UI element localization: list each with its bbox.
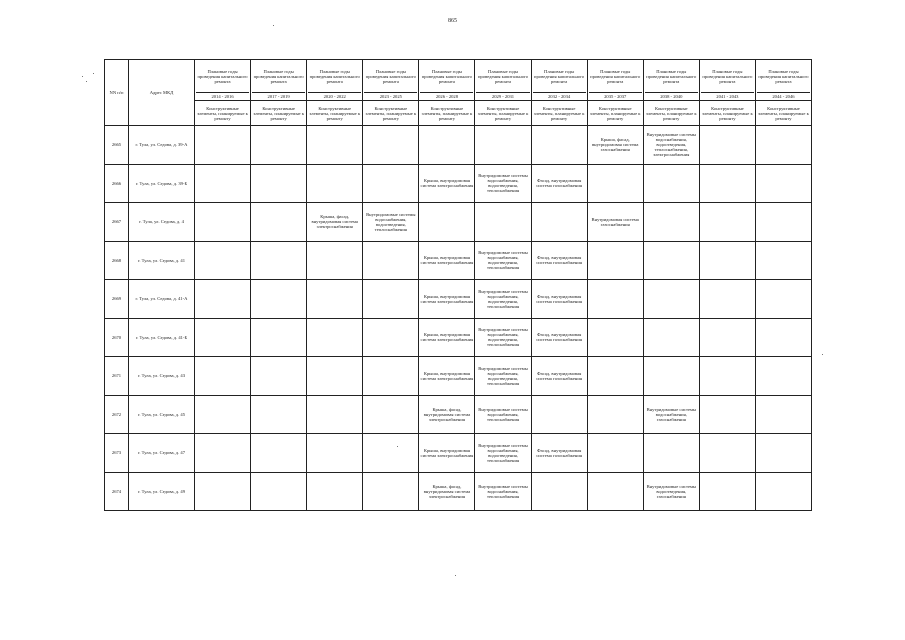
header-subrow: [105, 101, 812, 126]
row-number: 2665: [105, 126, 129, 165]
repair-cell: [587, 434, 643, 473]
repair-cell: Крыша, внутридомовая система электроснабжения: [419, 241, 475, 280]
repair-cell: [531, 203, 587, 242]
repair-cell: [699, 472, 755, 511]
repair-cell: Фасад, внутридомовая система газоснабжения: [531, 164, 587, 203]
row-number: 2674: [105, 472, 129, 511]
repair-cell: [755, 203, 811, 242]
row-number: 2673: [105, 434, 129, 473]
repair-cell: Внутридомовые системы водоснабжения, газоснабжения: [643, 395, 699, 434]
col-header-elements: Конструктивные элементы, планируемые к ремонту: [307, 101, 363, 126]
col-header-period: [531, 60, 587, 101]
col-header-period: [475, 60, 531, 101]
repair-cell: [307, 318, 363, 357]
row-number: 2666: [105, 164, 129, 203]
repair-cell: [755, 164, 811, 203]
table-row: [105, 280, 812, 319]
repair-cell: [363, 318, 419, 357]
repair-cell: Внутридомовые системы водоснабжения, водоотведения, теплоснабжения: [363, 203, 419, 242]
col-header-address: Адрес МКД: [129, 60, 195, 126]
repair-cell: [419, 126, 475, 165]
repair-cell: [755, 126, 811, 165]
col-header-elements: Конструктивные элементы, планируемые к ремонту: [475, 101, 531, 126]
col-header-elements: Конструктивные элементы, планируемые к ремонту: [755, 101, 811, 126]
repair-cell: [587, 357, 643, 396]
repair-cell: [531, 395, 587, 434]
repair-cell: [307, 357, 363, 396]
repair-cell: [251, 357, 307, 396]
repair-cell: Фасад, внутридомовая система газоснабжения: [531, 241, 587, 280]
col-header-elements: Конструктивные элементы, планируемые к ремонту: [699, 101, 755, 126]
repair-cell: Крыша, внутридомовая система электроснабжения: [419, 357, 475, 396]
repair-cell: [251, 126, 307, 165]
period-title: Плановые годы проведения капитального ремонта: [365, 68, 416, 84]
row-address: г. Тула, ул. Седова, д. 41-Б: [129, 318, 195, 357]
repair-cell: [195, 472, 251, 511]
period-years: 2035 - 2037: [589, 92, 642, 100]
row-address: г. Тула, ул. Седова, д. 47: [129, 434, 195, 473]
repair-cell: [363, 241, 419, 280]
repair-cell: Крыша, внутридомовая система электроснабжения: [419, 164, 475, 203]
repair-cell: Внутридомовые системы водоснабжения, водоотведения, теплоснабжения: [475, 280, 531, 319]
col-header-period: [307, 60, 363, 101]
col-header-period: [587, 60, 643, 101]
repair-cell: [699, 434, 755, 473]
repair-cell: Внутридомовые системы водоснабжения, водоотведения, теплоснабжения: [475, 318, 531, 357]
row-number: 2668: [105, 241, 129, 280]
table-row: [105, 357, 812, 396]
period-years: 2044 - 2046: [757, 92, 810, 100]
col-header-elements: Конструктивные элементы, планируемые к ремонту: [531, 101, 587, 126]
row-address: г. Тула, ул. Седова, д. 49: [129, 472, 195, 511]
repair-cell: [531, 126, 587, 165]
table-row: [105, 164, 812, 203]
repair-cell: [363, 126, 419, 165]
period-title: Плановые годы проведения капитального ремонта: [758, 68, 809, 84]
row-address: г. Тула, ул. Седова, д. 39-Б: [129, 164, 195, 203]
period-title: Плановые годы проведения капитального ремонта: [477, 68, 529, 84]
col-header-period: [195, 60, 251, 101]
repair-cell: [363, 357, 419, 396]
repair-cell: Крыша, фасад, внутридомовая система электроснабжения: [307, 203, 363, 242]
repair-schedule-table: [104, 59, 812, 511]
repair-cell: [587, 280, 643, 319]
repair-cell: [475, 203, 531, 242]
repair-cell: [251, 280, 307, 319]
repair-cell: [195, 280, 251, 319]
period-title: Плановые годы проведения капитального ремонта: [197, 68, 248, 84]
repair-cell: [363, 164, 419, 203]
page-number: 865: [448, 18, 457, 24]
repair-cell: Внутридомовые системы водоотведения, газоснабжения: [643, 472, 699, 511]
repair-cell: [755, 318, 811, 357]
repair-cell: [195, 357, 251, 396]
repair-cell: [195, 126, 251, 165]
repair-cell: [699, 318, 755, 357]
repair-cell: [195, 395, 251, 434]
repair-cell: Крыша, фасад, внутридомовая система электроснабжения: [419, 395, 475, 434]
repair-cell: [195, 241, 251, 280]
repair-cell: [363, 472, 419, 511]
header-row: [105, 60, 812, 101]
col-header-elements: Конструктивные элементы, планируемые к ремонту: [195, 101, 251, 126]
period-years: 2017 - 2019: [252, 92, 305, 100]
period-years: 2014 - 2016: [196, 92, 249, 100]
repair-cell: [587, 241, 643, 280]
repair-cell: Фасад, внутридомовая система газоснабжения: [531, 318, 587, 357]
repair-cell: [531, 472, 587, 511]
repair-cell: [755, 357, 811, 396]
repair-cell: [587, 395, 643, 434]
repair-cell: [643, 164, 699, 203]
repair-cell: [587, 164, 643, 203]
repair-cell: [699, 357, 755, 396]
repair-cell: [251, 241, 307, 280]
col-header-num: NN п/п: [105, 60, 129, 126]
period-years: 2041 - 2043: [701, 92, 754, 100]
repair-cell: Внутридомовые системы водоснабжения, водоотведения, теплоснабжения: [475, 241, 531, 280]
period-years: 2026 - 2028: [420, 92, 473, 100]
repair-cell: [307, 241, 363, 280]
period-years: 2038 - 2040: [645, 92, 698, 100]
repair-cell: Внутридомовые системы водоснабжения, водоотведения, теплоснабжения: [475, 434, 531, 473]
repair-cell: [251, 164, 307, 203]
repair-cell: Внутридомовые системы водоснабжения, теплоснабжения: [475, 395, 531, 434]
repair-cell: [475, 126, 531, 165]
repair-cell: [643, 203, 699, 242]
repair-cell: [419, 203, 475, 242]
repair-cell: Внутридомовые системы водоснабжения, водоотведения, теплоснабжения: [475, 164, 531, 203]
col-header-period: [643, 60, 699, 101]
repair-cell: [251, 434, 307, 473]
repair-cell: [699, 126, 755, 165]
repair-cell: [699, 164, 755, 203]
repair-cell: [307, 395, 363, 434]
row-address: г. Тула, ул. Седова, д. 39-А: [129, 126, 195, 165]
repair-cell: [755, 280, 811, 319]
row-number: 2672: [105, 395, 129, 434]
repair-cell: Крыша, внутридомовая система электроснабжения: [419, 318, 475, 357]
period-years: 2032 - 2034: [533, 92, 586, 100]
table-row: [105, 472, 812, 511]
row-address: г. Тула, ул. Седова, д. 43: [129, 357, 195, 396]
repair-cell: [307, 280, 363, 319]
row-number: 2667: [105, 203, 129, 242]
period-title: Плановые годы проведения капитального ремонта: [309, 68, 360, 84]
table-row: [105, 126, 812, 165]
row-address: г. Тула, ул. Седова, д. 45: [129, 395, 195, 434]
repair-cell: [643, 241, 699, 280]
repair-cell: [363, 280, 419, 319]
repair-cell: Внутридомовые системы водоснабжения, водоотведения, теплоснабжения, электроснабжения: [643, 126, 699, 165]
col-header-period: [363, 60, 419, 101]
row-address: г. Тула, ул. Седова, д. 4: [129, 203, 195, 242]
repair-cell: Фасад, внутридомовая система газоснабжения: [531, 434, 587, 473]
col-header-elements: Конструктивные элементы, планируемые к ремонту: [419, 101, 475, 126]
table-body: [105, 126, 812, 511]
row-address: г. Тула, ул. Седова, д. 41: [129, 241, 195, 280]
repair-cell: [643, 434, 699, 473]
repair-cell: [307, 164, 363, 203]
repair-cell: [251, 472, 307, 511]
repair-cell: [195, 434, 251, 473]
col-header-elements: Конструктивные элементы, планируемые к ремонту: [587, 101, 643, 126]
col-header-elements: Конструктивные элементы, планируемые к ремонту: [363, 101, 419, 126]
col-header-elements: Конструктивные элементы, планируемые к ремонту: [251, 101, 307, 126]
repair-cell: [195, 164, 251, 203]
repair-cell: [643, 280, 699, 319]
period-title: Плановые годы проведения капитального ремонта: [590, 68, 641, 84]
col-header-period: [251, 60, 307, 101]
repair-cell: [755, 395, 811, 434]
repair-cell: [363, 395, 419, 434]
repair-cell: Внутридомовые системы водоснабжения, теплоснабжения: [475, 472, 531, 511]
row-number: 2670: [105, 318, 129, 357]
period-years: 2023 - 2025: [364, 92, 417, 100]
period-title: Плановые годы проведения капитального ремонта: [253, 68, 304, 84]
repair-cell: [699, 280, 755, 319]
repair-cell: [363, 434, 419, 473]
repair-cell: [307, 126, 363, 165]
table-row: [105, 434, 812, 473]
table-row: [105, 318, 812, 357]
repair-cell: [587, 318, 643, 357]
repair-cell: [755, 434, 811, 473]
repair-cell: [755, 241, 811, 280]
period-title: Плановые годы проведения капитального ремонта: [534, 68, 585, 84]
period-title: Плановые годы проведения капитального ремонта: [421, 68, 472, 84]
period-years: 2029 - 2031: [476, 92, 529, 100]
col-header-period: [755, 60, 811, 101]
col-header-period: [419, 60, 475, 101]
period-title: Плановые годы проведения капитального ремонта: [702, 68, 753, 84]
repair-cell: [307, 472, 363, 511]
repair-cell: [643, 357, 699, 396]
repair-cell: [587, 472, 643, 511]
repair-cell: Крыша, фасад, внутридомовая система электроснабжения: [419, 472, 475, 511]
col-header-period: [699, 60, 755, 101]
repair-cell: [195, 318, 251, 357]
repair-cell: [195, 203, 251, 242]
period-years: 2020 - 2022: [308, 92, 361, 100]
repair-cell: Крыша, внутридомовая система электроснабжения: [419, 280, 475, 319]
table-row: [105, 241, 812, 280]
repair-cell: [699, 241, 755, 280]
repair-cell: Фасад, внутридомовая система газоснабжения: [531, 357, 587, 396]
col-header-elements: Конструктивные элементы, планируемые к ремонту: [643, 101, 699, 126]
repair-cell: [307, 434, 363, 473]
repair-cell: [251, 318, 307, 357]
repair-cell: Фасад, внутридомовая система газоснабжения: [531, 280, 587, 319]
repair-cell: Внутридомовая система газоснабжения: [587, 203, 643, 242]
repair-cell: Внутридомовые системы водоснабжения, водоотведения, теплоснабжения: [475, 357, 531, 396]
repair-cell: [699, 203, 755, 242]
repair-cell: [699, 395, 755, 434]
row-number: 2671: [105, 357, 129, 396]
row-number: 2669: [105, 280, 129, 319]
row-address: г. Тула, ул. Седова, д. 41-А: [129, 280, 195, 319]
repair-cell: Крыша, внутридомовая система электроснабжения: [419, 434, 475, 473]
table-row: [105, 203, 812, 242]
table-row: [105, 395, 812, 434]
repair-cell: [755, 472, 811, 511]
repair-cell: [251, 395, 307, 434]
repair-cell: Крыша, фасад, внутридомовая система газоснабжения: [587, 126, 643, 165]
repair-cell: [251, 203, 307, 242]
period-title: Плановые годы проведения капитального ремонта: [646, 68, 697, 84]
repair-cell: [643, 318, 699, 357]
